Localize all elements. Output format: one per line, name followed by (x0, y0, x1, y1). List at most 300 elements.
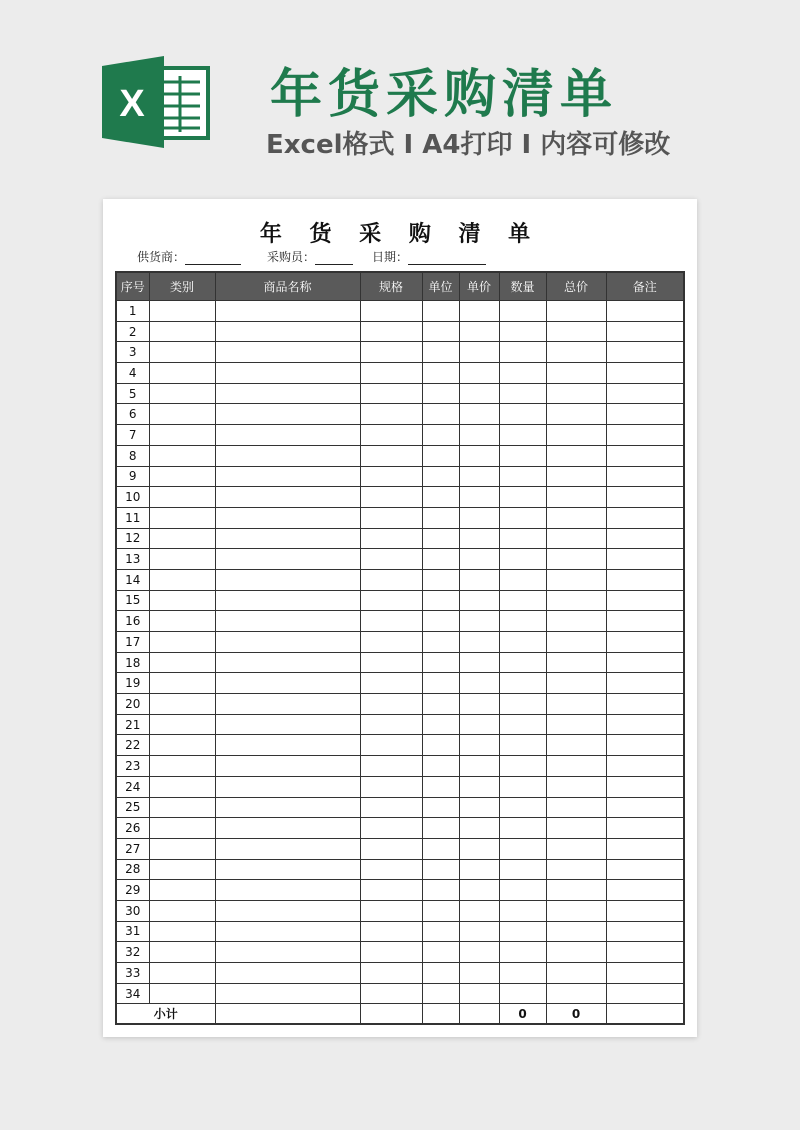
cell-total-price[interactable] (546, 652, 606, 673)
cell-unit-price[interactable] (459, 797, 499, 818)
cell-unit[interactable] (422, 404, 459, 425)
cell-unit-price[interactable] (459, 776, 499, 797)
cell-spec[interactable] (360, 549, 422, 570)
cell-unit[interactable] (422, 776, 459, 797)
cell-notes[interactable] (606, 549, 684, 570)
cell-total-price[interactable] (546, 797, 606, 818)
cell-total-price[interactable] (546, 714, 606, 735)
cell-total-price[interactable] (546, 921, 606, 942)
cell-total-price[interactable] (546, 632, 606, 653)
cell-unit[interactable] (422, 590, 459, 611)
cell-quantity[interactable] (499, 673, 546, 694)
cell-unit-price[interactable] (459, 445, 499, 466)
cell-notes[interactable] (606, 445, 684, 466)
cell-notes[interactable] (606, 652, 684, 673)
cell-category[interactable] (149, 797, 215, 818)
cell-unit[interactable] (422, 756, 459, 777)
cell-unit-price[interactable] (459, 694, 499, 715)
subtotal-cell[interactable] (422, 1004, 459, 1025)
cell-quantity[interactable] (499, 301, 546, 322)
cell-product-name[interactable] (215, 445, 360, 466)
cell-product-name[interactable] (215, 797, 360, 818)
cell-unit[interactable] (422, 694, 459, 715)
cell-total-price[interactable] (546, 363, 606, 384)
row-index: 17 (116, 632, 149, 653)
cell-quantity[interactable] (499, 880, 546, 901)
cell-notes[interactable] (606, 942, 684, 963)
cell-category[interactable] (149, 507, 215, 528)
cell-total-price[interactable] (546, 569, 606, 590)
table-row (116, 487, 684, 508)
cell-notes[interactable] (606, 404, 684, 425)
cell-quantity[interactable] (499, 404, 546, 425)
cell-quantity[interactable] (499, 466, 546, 487)
cell-quantity[interactable] (499, 735, 546, 756)
cell-total-price[interactable] (546, 528, 606, 549)
cell-total-price[interactable] (546, 301, 606, 322)
cell-product-name[interactable] (215, 611, 360, 632)
cell-spec[interactable] (360, 694, 422, 715)
cell-quantity[interactable] (499, 818, 546, 839)
cell-spec[interactable] (360, 673, 422, 694)
cell-unit-price[interactable] (459, 714, 499, 735)
cell-notes[interactable] (606, 694, 684, 715)
cell-product-name[interactable] (215, 487, 360, 508)
cell-unit[interactable] (422, 363, 459, 384)
cell-spec[interactable] (360, 569, 422, 590)
cell-spec[interactable] (360, 466, 422, 487)
cell-spec[interactable] (360, 900, 422, 921)
cell-notes[interactable] (606, 301, 684, 322)
cell-quantity[interactable] (499, 942, 546, 963)
cell-spec[interactable] (360, 611, 422, 632)
cell-quantity[interactable] (499, 963, 546, 984)
cell-notes[interactable] (606, 880, 684, 901)
cell-category[interactable] (149, 363, 215, 384)
cell-product-name[interactable] (215, 900, 360, 921)
cell-product-name[interactable] (215, 673, 360, 694)
cell-unit[interactable] (422, 549, 459, 570)
cell-quantity[interactable] (499, 445, 546, 466)
row-index: 3 (116, 342, 149, 363)
cell-category[interactable] (149, 425, 215, 446)
cell-notes[interactable] (606, 714, 684, 735)
cell-unit-price[interactable] (459, 859, 499, 880)
cell-unit[interactable] (422, 507, 459, 528)
cell-product-name[interactable] (215, 383, 360, 404)
cell-unit-price[interactable] (459, 590, 499, 611)
cell-unit-price[interactable] (459, 383, 499, 404)
cell-product-name[interactable] (215, 756, 360, 777)
cell-total-price[interactable] (546, 776, 606, 797)
cell-product-name[interactable] (215, 694, 360, 715)
cell-unit-price[interactable] (459, 983, 499, 1004)
cell-unit-price[interactable] (459, 301, 499, 322)
cell-notes[interactable] (606, 838, 684, 859)
cell-unit-price[interactable] (459, 921, 499, 942)
cell-category[interactable] (149, 445, 215, 466)
cell-category[interactable] (149, 404, 215, 425)
cell-unit-price[interactable] (459, 673, 499, 694)
cell-spec[interactable] (360, 983, 422, 1004)
cell-total-price[interactable] (546, 549, 606, 570)
buyer-field[interactable] (267, 248, 353, 265)
cell-product-name[interactable] (215, 735, 360, 756)
cell-spec[interactable] (360, 838, 422, 859)
cell-product-name[interactable] (215, 569, 360, 590)
cell-product-name[interactable] (215, 404, 360, 425)
cell-unit-price[interactable] (459, 735, 499, 756)
table-row (116, 445, 684, 466)
cell-product-name[interactable] (215, 942, 360, 963)
cell-category[interactable] (149, 735, 215, 756)
cell-notes[interactable] (606, 756, 684, 777)
cell-category[interactable] (149, 383, 215, 404)
cell-notes[interactable] (606, 590, 684, 611)
cell-spec[interactable] (360, 363, 422, 384)
cell-total-price[interactable] (546, 487, 606, 508)
cell-category[interactable] (149, 838, 215, 859)
cell-quantity[interactable] (499, 714, 546, 735)
cell-total-price[interactable] (546, 859, 606, 880)
cell-quantity[interactable] (499, 632, 546, 653)
header-index: 序号 (116, 272, 149, 301)
cell-unit-price[interactable] (459, 425, 499, 446)
cell-notes[interactable] (606, 673, 684, 694)
cell-total-price[interactable] (546, 445, 606, 466)
cell-unit-price[interactable] (459, 466, 499, 487)
cell-total-price[interactable] (546, 404, 606, 425)
cell-total-price[interactable] (546, 383, 606, 404)
cell-unit[interactable] (422, 838, 459, 859)
cell-total-price[interactable] (546, 507, 606, 528)
cell-total-price[interactable] (546, 425, 606, 446)
cell-unit[interactable] (422, 569, 459, 590)
cell-notes[interactable] (606, 363, 684, 384)
subtotal-cell[interactable] (459, 1004, 499, 1025)
subtotal-price[interactable]: 0 (546, 1004, 606, 1025)
cell-total-price[interactable] (546, 342, 606, 363)
cell-product-name[interactable] (215, 652, 360, 673)
cell-total-price[interactable] (546, 611, 606, 632)
cell-notes[interactable] (606, 383, 684, 404)
cell-unit-price[interactable] (459, 507, 499, 528)
document-page (103, 199, 697, 1037)
cell-spec[interactable] (360, 383, 422, 404)
cell-category[interactable] (149, 301, 215, 322)
cell-spec[interactable] (360, 425, 422, 446)
cell-notes[interactable] (606, 487, 684, 508)
row-index: 10 (116, 487, 149, 508)
cell-quantity[interactable] (499, 507, 546, 528)
cell-quantity[interactable] (499, 363, 546, 384)
row-index: 9 (116, 466, 149, 487)
cell-category[interactable] (149, 342, 215, 363)
cell-spec[interactable] (360, 590, 422, 611)
cell-spec[interactable] (360, 756, 422, 777)
cell-quantity[interactable] (499, 797, 546, 818)
cell-category[interactable] (149, 569, 215, 590)
cell-unit[interactable] (422, 301, 459, 322)
cell-total-price[interactable] (546, 818, 606, 839)
cell-total-price[interactable] (546, 963, 606, 984)
cell-category[interactable] (149, 694, 215, 715)
cell-unit-price[interactable] (459, 487, 499, 508)
cell-notes[interactable] (606, 797, 684, 818)
cell-notes[interactable] (606, 528, 684, 549)
cell-quantity[interactable] (499, 590, 546, 611)
cell-product-name[interactable] (215, 983, 360, 1004)
cell-product-name[interactable] (215, 921, 360, 942)
cell-unit-price[interactable] (459, 342, 499, 363)
cell-category[interactable] (149, 942, 215, 963)
cell-product-name[interactable] (215, 838, 360, 859)
cell-total-price[interactable] (546, 983, 606, 1004)
cell-category[interactable] (149, 652, 215, 673)
cell-unit-price[interactable] (459, 611, 499, 632)
cell-category[interactable] (149, 818, 215, 839)
cell-unit-price[interactable] (459, 321, 499, 342)
cell-spec[interactable] (360, 921, 422, 942)
cell-product-name[interactable] (215, 342, 360, 363)
cell-spec[interactable] (360, 859, 422, 880)
cell-unit[interactable] (422, 818, 459, 839)
cell-quantity[interactable] (499, 383, 546, 404)
cell-total-price[interactable] (546, 942, 606, 963)
cell-unit-price[interactable] (459, 838, 499, 859)
buyer-label: 采购员： (267, 250, 316, 264)
cell-notes[interactable] (606, 507, 684, 528)
cell-category[interactable] (149, 776, 215, 797)
cell-notes[interactable] (606, 963, 684, 984)
cell-quantity[interactable] (499, 694, 546, 715)
cell-unit[interactable] (422, 714, 459, 735)
row-index: 28 (116, 859, 149, 880)
cell-spec[interactable] (360, 507, 422, 528)
cell-spec[interactable] (360, 714, 422, 735)
cell-unit-price[interactable] (459, 569, 499, 590)
cell-unit[interactable] (422, 983, 459, 1004)
cell-notes[interactable] (606, 466, 684, 487)
cell-quantity[interactable] (499, 900, 546, 921)
cell-product-name[interactable] (215, 425, 360, 446)
cell-unit[interactable] (422, 466, 459, 487)
cell-notes[interactable] (606, 425, 684, 446)
cell-category[interactable] (149, 900, 215, 921)
cell-spec[interactable] (360, 404, 422, 425)
cell-quantity[interactable] (499, 983, 546, 1004)
cell-product-name[interactable] (215, 880, 360, 901)
table-row (116, 321, 684, 342)
cell-spec[interactable] (360, 301, 422, 322)
cell-notes[interactable] (606, 859, 684, 880)
cell-notes[interactable] (606, 342, 684, 363)
cell-product-name[interactable] (215, 776, 360, 797)
cell-unit-price[interactable] (459, 404, 499, 425)
cell-unit[interactable] (422, 942, 459, 963)
cell-spec[interactable] (360, 818, 422, 839)
cell-category[interactable] (149, 549, 215, 570)
cell-notes[interactable] (606, 776, 684, 797)
cell-total-price[interactable] (546, 673, 606, 694)
cell-unit[interactable] (422, 445, 459, 466)
buyer-blank[interactable] (315, 252, 353, 265)
subtotal-quantity[interactable]: 0 (499, 1004, 546, 1025)
cell-unit-price[interactable] (459, 528, 499, 549)
supplier-blank[interactable] (185, 252, 241, 265)
cell-product-name[interactable] (215, 507, 360, 528)
cell-notes[interactable] (606, 735, 684, 756)
cell-spec[interactable] (360, 735, 422, 756)
cell-notes[interactable] (606, 818, 684, 839)
cell-product-name[interactable] (215, 549, 360, 570)
subtotal-cell[interactable] (360, 1004, 422, 1025)
cell-unit-price[interactable] (459, 363, 499, 384)
cell-quantity[interactable] (499, 425, 546, 446)
cell-total-price[interactable] (546, 838, 606, 859)
cell-unit[interactable] (422, 528, 459, 549)
cell-total-price[interactable] (546, 694, 606, 715)
cell-category[interactable] (149, 756, 215, 777)
cell-unit[interactable] (422, 342, 459, 363)
cell-unit[interactable] (422, 735, 459, 756)
cell-unit-price[interactable] (459, 963, 499, 984)
cell-notes[interactable] (606, 983, 684, 1004)
cell-total-price[interactable] (546, 466, 606, 487)
cell-category[interactable] (149, 673, 215, 694)
cell-unit-price[interactable] (459, 900, 499, 921)
cell-unit[interactable] (422, 652, 459, 673)
cell-category[interactable] (149, 714, 215, 735)
cell-quantity[interactable] (499, 776, 546, 797)
cell-total-price[interactable] (546, 321, 606, 342)
cell-spec[interactable] (360, 797, 422, 818)
cell-unit[interactable] (422, 321, 459, 342)
cell-spec[interactable] (360, 963, 422, 984)
header-category: 类别 (149, 272, 215, 301)
cell-total-price[interactable] (546, 880, 606, 901)
cell-quantity[interactable] (499, 611, 546, 632)
cell-quantity[interactable] (499, 342, 546, 363)
date-blank[interactable] (408, 252, 486, 265)
cell-category[interactable] (149, 880, 215, 901)
cell-unit[interactable] (422, 632, 459, 653)
cell-quantity[interactable] (499, 569, 546, 590)
cell-quantity[interactable] (499, 859, 546, 880)
cell-unit[interactable] (422, 797, 459, 818)
cell-notes[interactable] (606, 611, 684, 632)
row-index: 29 (116, 880, 149, 901)
cell-spec[interactable] (360, 632, 422, 653)
cell-unit[interactable] (422, 611, 459, 632)
cell-unit-price[interactable] (459, 880, 499, 901)
cell-quantity[interactable] (499, 549, 546, 570)
cell-unit[interactable] (422, 383, 459, 404)
cell-spec[interactable] (360, 776, 422, 797)
cell-unit[interactable] (422, 963, 459, 984)
cell-total-price[interactable] (546, 756, 606, 777)
cell-unit[interactable] (422, 859, 459, 880)
cell-product-name[interactable] (215, 466, 360, 487)
cell-notes[interactable] (606, 921, 684, 942)
cell-product-name[interactable] (215, 301, 360, 322)
cell-category[interactable] (149, 487, 215, 508)
cell-category[interactable] (149, 983, 215, 1004)
cell-unit[interactable] (422, 880, 459, 901)
cell-unit-price[interactable] (459, 549, 499, 570)
cell-unit-price[interactable] (459, 818, 499, 839)
cell-unit[interactable] (422, 487, 459, 508)
cell-category[interactable] (149, 321, 215, 342)
cell-product-name[interactable] (215, 963, 360, 984)
date-field[interactable] (372, 248, 486, 265)
cell-spec[interactable] (360, 528, 422, 549)
cell-product-name[interactable] (215, 528, 360, 549)
cell-spec[interactable] (360, 880, 422, 901)
cell-unit[interactable] (422, 921, 459, 942)
cell-category[interactable] (149, 466, 215, 487)
cell-quantity[interactable] (499, 528, 546, 549)
cell-quantity[interactable] (499, 921, 546, 942)
subtotal-cell[interactable] (215, 1004, 360, 1025)
cell-notes[interactable] (606, 900, 684, 921)
cell-spec[interactable] (360, 342, 422, 363)
cell-total-price[interactable] (546, 735, 606, 756)
cell-spec[interactable] (360, 487, 422, 508)
cell-unit-price[interactable] (459, 632, 499, 653)
cell-product-name[interactable] (215, 590, 360, 611)
cell-notes[interactable] (606, 321, 684, 342)
row-index: 5 (116, 383, 149, 404)
cell-quantity[interactable] (499, 838, 546, 859)
cell-category[interactable] (149, 859, 215, 880)
cell-quantity[interactable] (499, 652, 546, 673)
subtotal-cell[interactable] (606, 1004, 684, 1025)
cell-total-price[interactable] (546, 590, 606, 611)
cell-unit[interactable] (422, 425, 459, 446)
cell-quantity[interactable] (499, 756, 546, 777)
cell-quantity[interactable] (499, 321, 546, 342)
cell-notes[interactable] (606, 632, 684, 653)
cell-product-name[interactable] (215, 859, 360, 880)
cell-category[interactable] (149, 611, 215, 632)
cell-unit-price[interactable] (459, 756, 499, 777)
cell-unit[interactable] (422, 900, 459, 921)
cell-total-price[interactable] (546, 900, 606, 921)
supplier-field[interactable] (137, 248, 241, 265)
cell-spec[interactable] (360, 942, 422, 963)
cell-unit-price[interactable] (459, 942, 499, 963)
cell-unit[interactable] (422, 673, 459, 694)
cell-unit-price[interactable] (459, 652, 499, 673)
cell-product-name[interactable] (215, 714, 360, 735)
cell-spec[interactable] (360, 321, 422, 342)
cell-notes[interactable] (606, 569, 684, 590)
cell-category[interactable] (149, 921, 215, 942)
cell-spec[interactable] (360, 652, 422, 673)
cell-product-name[interactable] (215, 632, 360, 653)
cell-category[interactable] (149, 963, 215, 984)
cell-category[interactable] (149, 528, 215, 549)
cell-category[interactable] (149, 590, 215, 611)
cell-product-name[interactable] (215, 363, 360, 384)
cell-product-name[interactable] (215, 321, 360, 342)
document-title: 年 货 采 购 清 单 (259, 222, 541, 247)
cell-product-name[interactable] (215, 818, 360, 839)
cell-spec[interactable] (360, 445, 422, 466)
cell-category[interactable] (149, 632, 215, 653)
cell-quantity[interactable] (499, 487, 546, 508)
